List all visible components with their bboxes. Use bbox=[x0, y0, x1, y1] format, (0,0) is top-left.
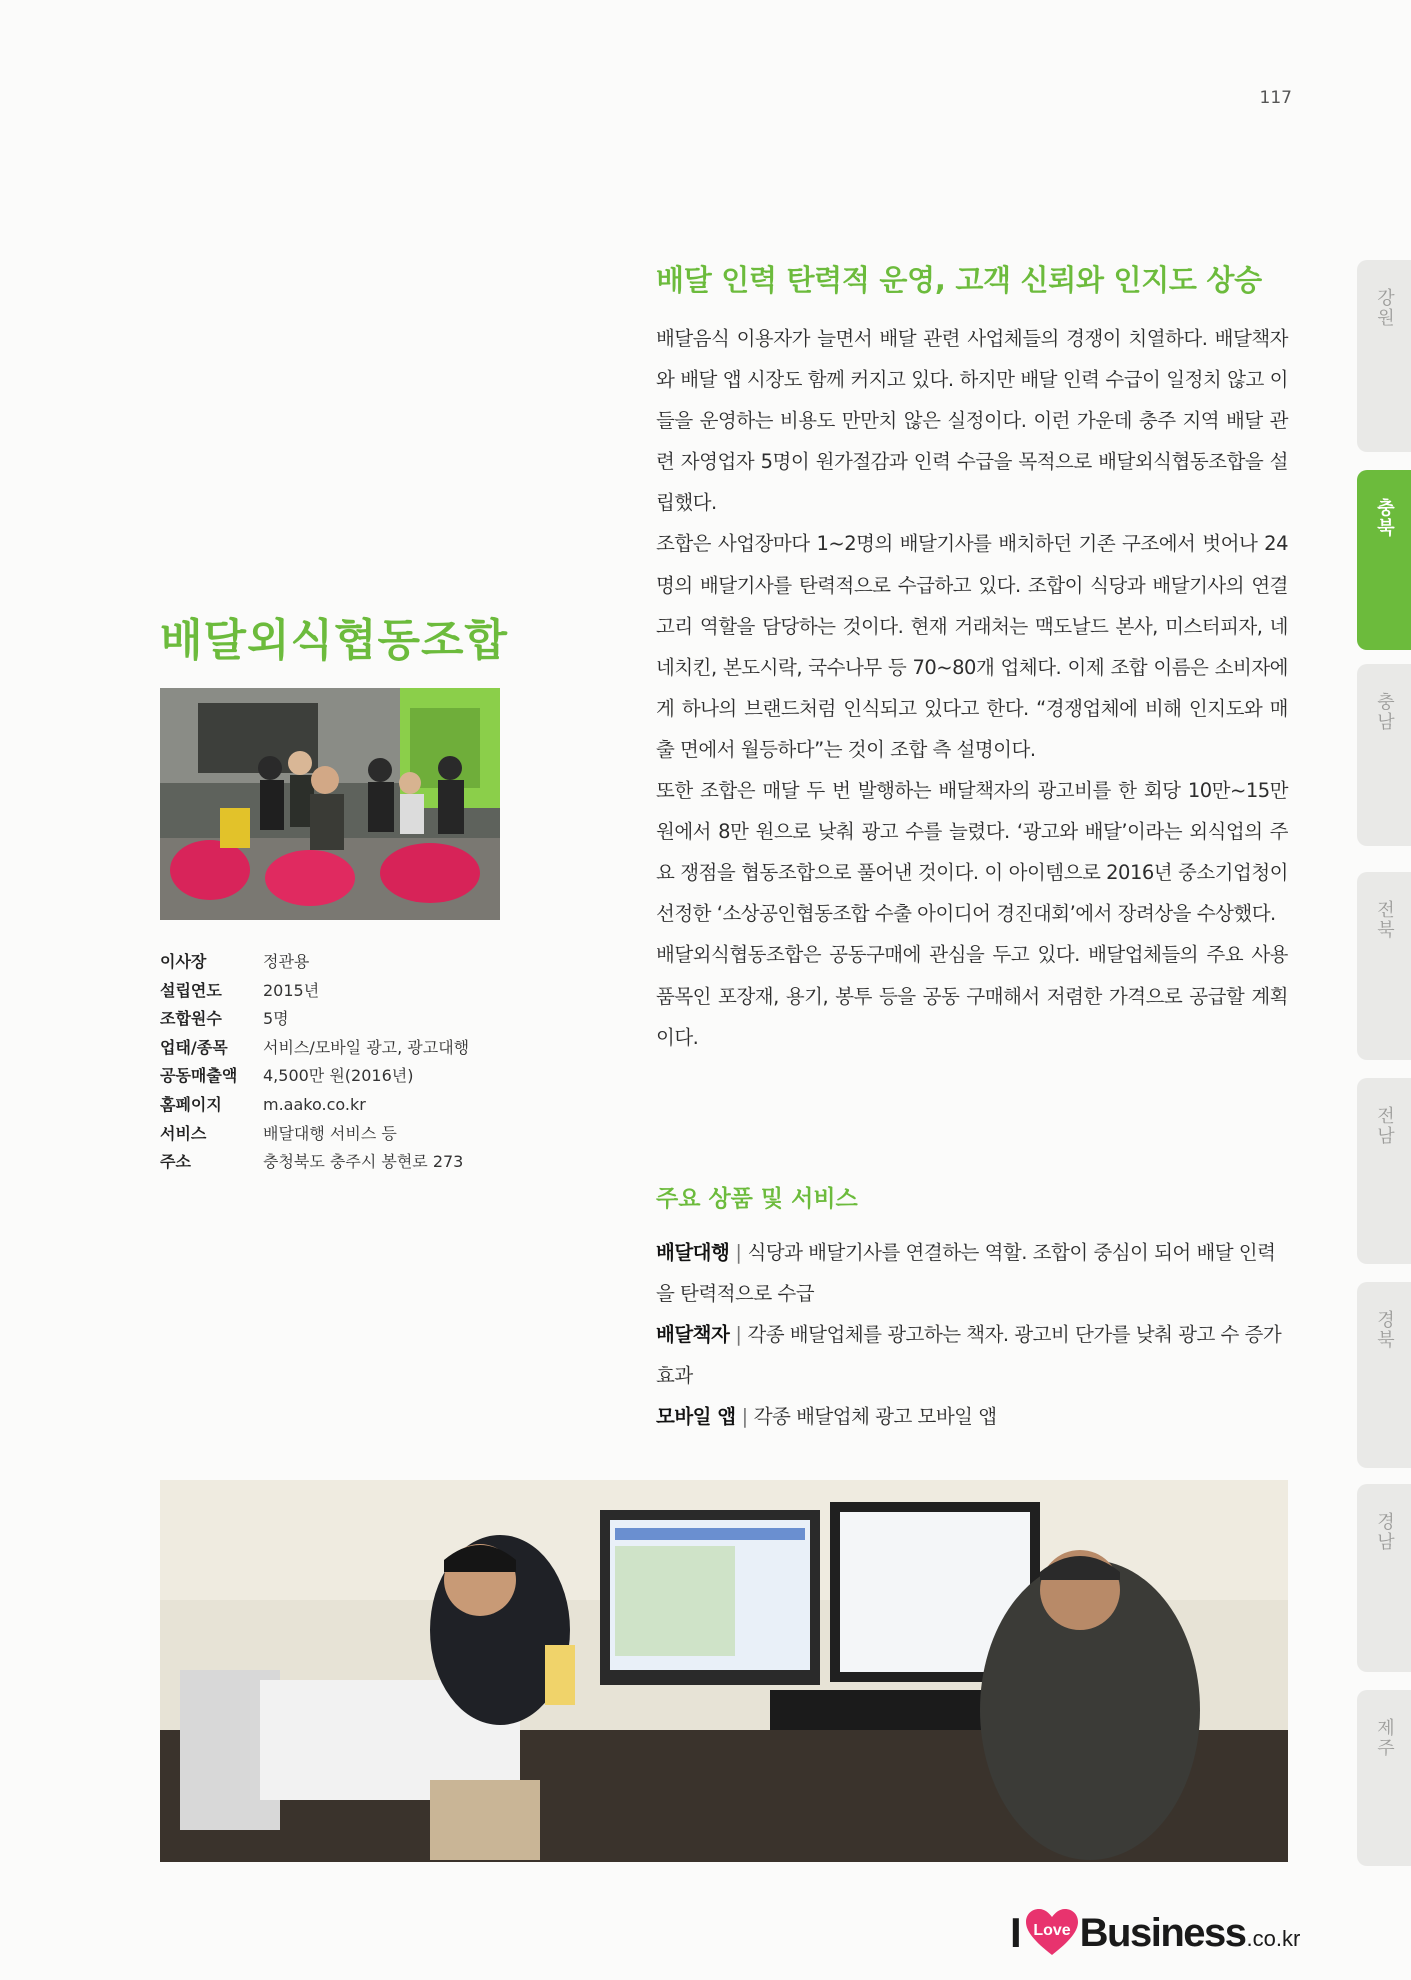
service-name: 모바일 앱 bbox=[656, 1405, 736, 1429]
logo-business: Business bbox=[1079, 1910, 1246, 1955]
logo-i: I bbox=[1010, 1909, 1022, 1956]
info-value: 충청북도 충주시 봉현로 273 bbox=[263, 1152, 464, 1172]
info-row bbox=[160, 1034, 520, 1063]
service-item bbox=[656, 1314, 1288, 1396]
info-row bbox=[160, 977, 520, 1006]
side-tab-jeju[interactable] bbox=[1357, 1690, 1411, 1866]
side-tab-label: 전북 bbox=[1374, 900, 1395, 940]
service-item bbox=[656, 1396, 1288, 1437]
info-value: 서비스/모바일 광고, 광고대행 bbox=[263, 1037, 470, 1057]
info-label: 서비스 bbox=[160, 1123, 207, 1143]
cooperative-info bbox=[160, 948, 520, 1177]
info-label: 설립연도 bbox=[160, 980, 222, 1000]
side-tab-label: 전남 bbox=[1374, 1106, 1395, 1146]
info-value: 2015년 bbox=[263, 980, 320, 1000]
side-tab-jeonbuk[interactable] bbox=[1357, 872, 1411, 1060]
logo-love: Love bbox=[1033, 1922, 1071, 1939]
heart-icon bbox=[1026, 1909, 1078, 1957]
info-label: 조합원수 bbox=[160, 1009, 222, 1029]
info-value: 배달대행 서비스 등 bbox=[263, 1123, 397, 1143]
side-tab-gangwon[interactable] bbox=[1357, 260, 1411, 452]
info-value: 정관용 bbox=[263, 952, 310, 971]
info-label: 공동매출액 bbox=[160, 1066, 238, 1086]
info-label: 업태/종목 bbox=[160, 1037, 228, 1057]
side-tab-label: 경남 bbox=[1374, 1512, 1395, 1552]
service-name: 배달책자 bbox=[656, 1323, 730, 1347]
side-tab-label: 충남 bbox=[1374, 692, 1395, 732]
info-row bbox=[160, 1091, 520, 1120]
article-body bbox=[656, 318, 1288, 1058]
info-label: 이사장 bbox=[160, 952, 207, 971]
article-paragraph: 배달음식 이용자가 늘면서 배달 관련 사업체들의 경쟁이 치열하다. 배달책자와 배달 앱 시장도 함께 커지고 있다. 하지만 배달 인력 수급이 일정치 않고 이들을 운영하는 비용도 만만치 않은 실정이다. 이런 가운데 충주 지역 배달 관련 자영업자 5명이 원가절감과 인력 수급을 목적으로 배달외식협동조합을 설립했다. bbox=[656, 327, 1288, 515]
article-paragraph: 또한 조합은 매달 두 번 발행하는 배달책자의 광고비를 한 회당 10만~15만 원에서 8만 원으로 낮춰 광고 수를 늘렸다. ‘광고와 배달’이라는 외식업의 주요 쟁점을 협동조합으로 풀어낸 것이다. 이 아이템으로 2016년 중소기업청이 선정한 ‘소상공인협동조합 수출 아이디어 경진대회’에서 장려상을 수상했다. bbox=[656, 779, 1288, 926]
side-tab-label: 제주 bbox=[1374, 1718, 1395, 1758]
info-row bbox=[160, 1005, 520, 1034]
info-value: 5명 bbox=[263, 1009, 289, 1029]
footer-logo bbox=[1010, 1908, 1300, 1958]
office-photo bbox=[160, 1480, 1288, 1862]
info-row bbox=[160, 1120, 520, 1149]
service-item bbox=[656, 1232, 1288, 1314]
service-desc: 식당과 배달기사를 연결하는 역할. 조합이 중심이 되어 배달 인력을 탄력적으로 수급 bbox=[656, 1241, 1276, 1306]
info-value: 4,500만 원(2016년) bbox=[263, 1066, 414, 1086]
service-name: 배달대행 bbox=[656, 1241, 730, 1264]
side-tab-label: 충북 bbox=[1374, 498, 1395, 538]
service-separator: | bbox=[741, 1405, 748, 1429]
homepage-link[interactable]: m.aako.co.kr bbox=[263, 1094, 366, 1114]
info-label: 홈페이지 bbox=[160, 1094, 222, 1114]
side-tab-chungnam[interactable] bbox=[1357, 664, 1411, 846]
service-separator: | bbox=[735, 1323, 742, 1347]
group-photo bbox=[160, 688, 500, 920]
article-paragraph: 배달외식협동조합은 공동구매에 관심을 두고 있다. 배달업체들의 주요 사용품목인 포장재, 용기, 봉투 등을 공동 구매해서 저렴한 가격으로 공급할 계획이다. bbox=[656, 943, 1288, 1049]
services-list bbox=[656, 1232, 1288, 1437]
side-tab-chungbuk[interactable] bbox=[1357, 470, 1411, 650]
info-row bbox=[160, 1062, 520, 1091]
service-desc: 각종 배달업체를 광고하는 책자. 광고비 단가를 낮춰 광고 수 증가 효과 bbox=[656, 1323, 1282, 1388]
info-label: 주소 bbox=[160, 1152, 191, 1172]
page-number: 117 bbox=[1259, 88, 1292, 108]
logo-domain: .co.kr bbox=[1246, 1926, 1301, 1951]
info-row bbox=[160, 948, 520, 977]
info-row bbox=[160, 1148, 520, 1177]
service-separator: | bbox=[735, 1241, 742, 1264]
side-tab-gyeongnam[interactable] bbox=[1357, 1484, 1411, 1672]
cooperative-name: 배달외식협동조합 bbox=[160, 615, 509, 666]
services-heading: 주요 상품 및 서비스 bbox=[656, 1186, 858, 1212]
side-tab-jeonnam[interactable] bbox=[1357, 1078, 1411, 1264]
service-desc: 각종 배달업체 광고 모바일 앱 bbox=[753, 1405, 997, 1429]
side-tab-label: 경북 bbox=[1374, 1310, 1395, 1350]
side-tab-label: 강원 bbox=[1374, 288, 1395, 328]
article-paragraph: 조합은 사업장마다 1~2명의 배달기사를 배치하던 기존 구조에서 벗어나 24명의 배달기사를 탄력적으로 수급하고 있다. 조합이 식당과 배달기사의 연결고리 역할을 담당하는 것이다. 현재 거래처는 맥도날드 본사, 미스터피자, 네네치킨, 본도시락, 국수나무 등 70~80개 업체다. 이제 조합 이름은 소비자에게 하나의 브랜드처럼 인식되고 있다고 한다. “경쟁업체에 비해 인지도와 매출 면에서 월등하다”는 것이 조합 측 설명이다. bbox=[656, 532, 1288, 761]
article-heading: 배달 인력 탄력적 운영, 고객 신뢰와 인지도 상승 bbox=[656, 263, 1262, 297]
side-tab-gyeongbuk[interactable] bbox=[1357, 1282, 1411, 1468]
